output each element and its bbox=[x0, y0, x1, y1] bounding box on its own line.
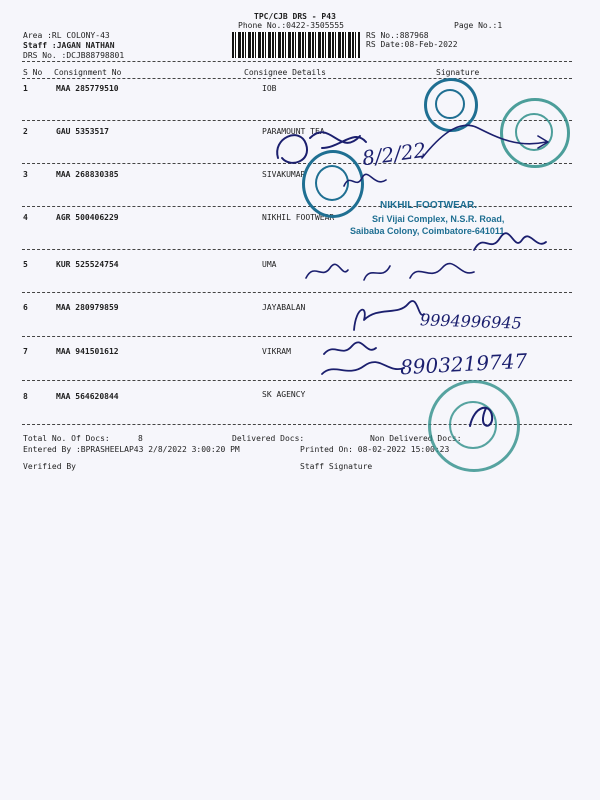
row-consignee: SK AGENCY bbox=[262, 390, 306, 399]
phone-number: Phone No.:0422-3505555 bbox=[238, 21, 344, 30]
rs-number: RS No.:887968 bbox=[366, 31, 429, 40]
total-docs-label: Total No. Of Docs: bbox=[23, 434, 110, 443]
divider bbox=[22, 206, 572, 207]
delivered-docs-label: Delivered Docs: bbox=[232, 434, 305, 443]
staff-label: Staff :JAGAN NATHAN bbox=[23, 41, 115, 50]
row-consignment: MAA 280979859 bbox=[56, 303, 119, 312]
header-consignment: Consignment No bbox=[54, 68, 122, 77]
verified-by-label: Verified By bbox=[23, 462, 76, 471]
staff-signature-label: Staff Signature bbox=[300, 462, 373, 471]
row-sno: 6 bbox=[23, 303, 28, 312]
nikhil-stamp-city: Saibaba Colony, Coimbatore-641011 bbox=[350, 226, 505, 236]
rs-date: RS Date:08-Feb-2022 bbox=[366, 40, 458, 49]
row-sno: 8 bbox=[23, 392, 28, 401]
row-consignee: SIVAKUMAR bbox=[262, 170, 306, 179]
signature-drawing bbox=[270, 118, 380, 172]
row-sno: 2 bbox=[23, 127, 28, 136]
row-consignment: KUR 525524754 bbox=[56, 260, 119, 269]
row-sno: 1 bbox=[23, 84, 28, 93]
entered-by: Entered By :BPRASHEELAP43 2/8/2022 3:00:20 PM bbox=[23, 445, 240, 454]
row-consignee: PARAMOUNT TEA bbox=[262, 127, 325, 136]
handwritten-date: 8/2/22 bbox=[360, 137, 428, 171]
nikhil-stamp-title: NIKHIL FOOTWEAR. bbox=[380, 200, 478, 211]
row-sno: 3 bbox=[23, 170, 28, 179]
signature-drawing bbox=[470, 228, 550, 258]
row-consignment: MAA 564620844 bbox=[56, 392, 119, 401]
total-docs-value: 8 bbox=[138, 434, 143, 443]
row-sno: 5 bbox=[23, 260, 28, 269]
printed-on: Printed On: 08-02-2022 15:00:23 bbox=[300, 445, 450, 454]
divider bbox=[22, 61, 572, 62]
row-consignment: GAU 5353517 bbox=[56, 127, 109, 136]
area-label: Area :RL COLONY-43 bbox=[23, 31, 110, 40]
handwritten-phone: 8903219747 bbox=[399, 348, 528, 380]
nikhil-stamp-address: Sri Vijai Complex, N.S.R. Road, bbox=[372, 214, 505, 224]
row-consignee: IOB bbox=[262, 84, 277, 93]
page-number: Page No.:1 bbox=[454, 21, 503, 30]
signature-drawing bbox=[340, 168, 390, 194]
row-consignment: MAA 285779510 bbox=[56, 84, 119, 93]
signature-drawing bbox=[348, 296, 428, 336]
divider bbox=[22, 292, 572, 293]
row-consignee: JAYABALAN bbox=[262, 303, 306, 312]
handwritten-phone: 9994996945 bbox=[419, 310, 523, 333]
barcode bbox=[232, 32, 360, 58]
row-consignee: VIKRAM bbox=[262, 347, 291, 356]
signature-drawing bbox=[318, 338, 408, 382]
row-consignee: NIKHIL FOOTWEAR bbox=[262, 213, 335, 222]
signature-drawing bbox=[300, 256, 480, 290]
divider bbox=[22, 78, 572, 79]
row-sno: 7 bbox=[23, 347, 28, 356]
document-title: TPC/CJB DRS - P43 bbox=[254, 12, 336, 21]
header-signature: Signature bbox=[436, 68, 480, 77]
signature-drawing bbox=[418, 98, 558, 168]
header-sno: S No bbox=[23, 68, 43, 77]
row-consignment: MAA 941501612 bbox=[56, 347, 119, 356]
row-consignment: MAA 268830385 bbox=[56, 170, 119, 179]
row-consignment: AGR 500406229 bbox=[56, 213, 119, 222]
divider bbox=[22, 380, 572, 381]
row-consignee: UMA bbox=[262, 260, 277, 269]
divider bbox=[22, 336, 572, 337]
signature-drawing bbox=[462, 396, 502, 436]
drs-number: DRS No. :DCJB88798801 bbox=[23, 51, 125, 60]
non-delivered-docs-label: Non Delivered Docs: bbox=[370, 434, 462, 443]
row-sno: 4 bbox=[23, 213, 28, 222]
header-consignee: Consignee Details bbox=[244, 68, 326, 77]
